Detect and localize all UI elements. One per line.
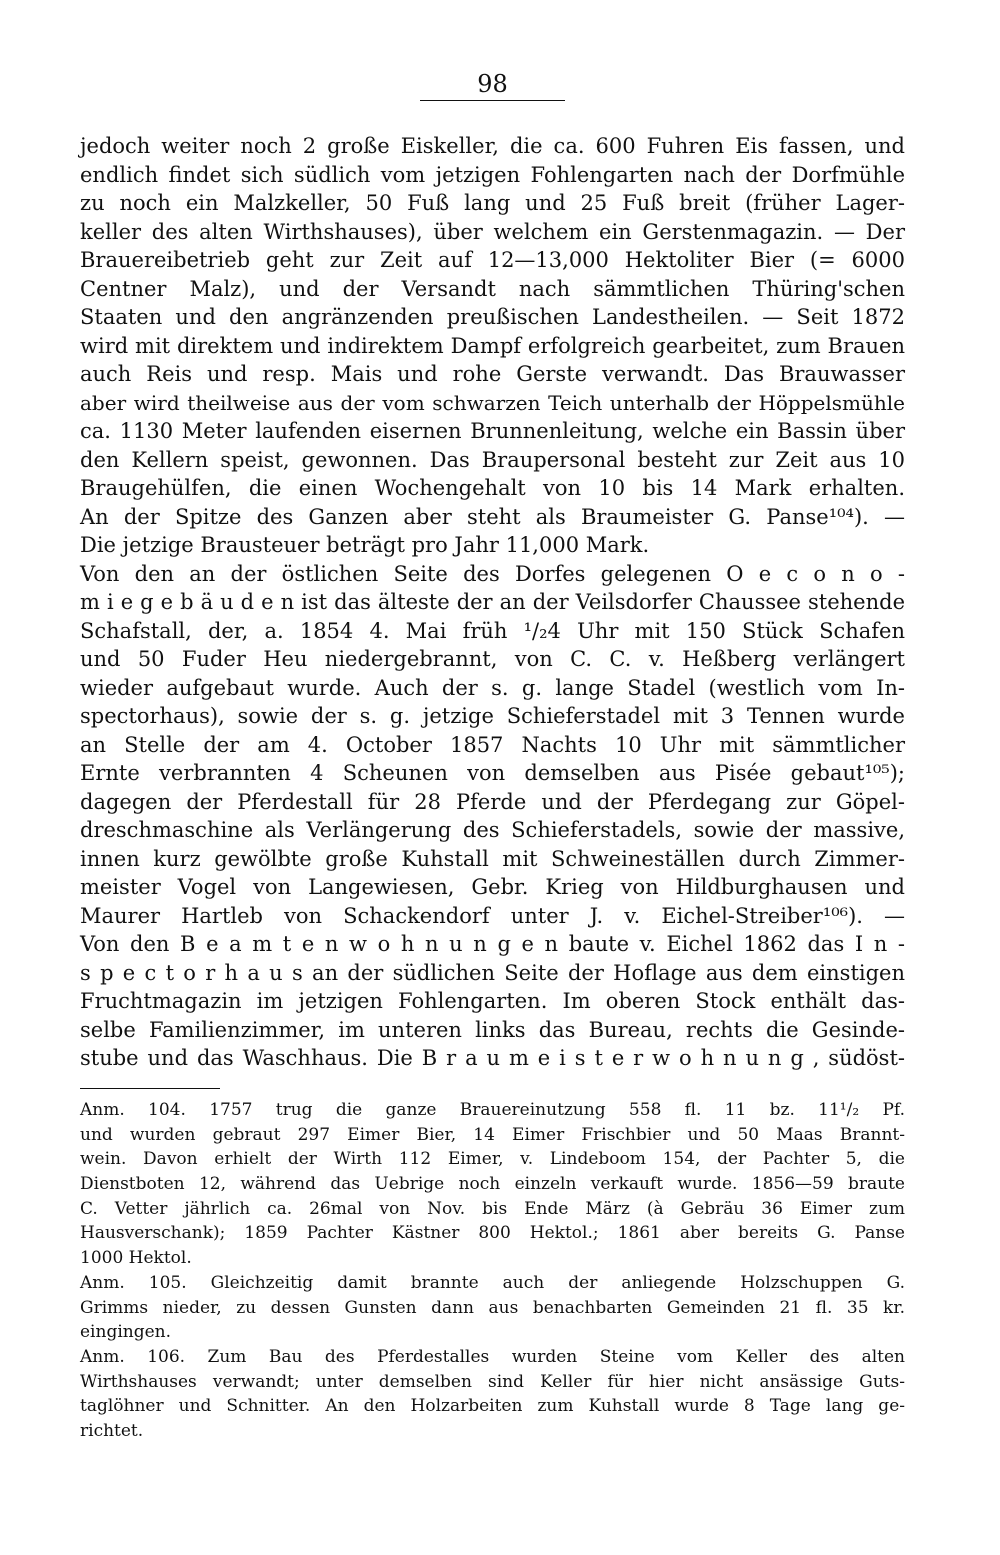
text-line: An der Spitze des Ganzen aber steht als Braumeister G. Panse¹⁰⁴). — [80,504,905,529]
footnote-line: 1000 Hektol. [80,1248,192,1269]
text-line: und 50 Fuder Heu niedergebrannt, von C. C. v. Heßberg verlängert [80,647,905,671]
text-line: wieder aufgebaut wurde. Auch der s. g. lange Stadel (westlich vom In- [80,675,905,700]
text-line: auch Reis und resp. Mais und rohe Gerste verwandt. Das Brauwasser [80,362,905,386]
text-line: wird mit direktem und indirektem Dampf erfolgreich gearbeitet, zum Brauen [80,333,905,358]
text-line: Fruchtmagazin im jetzigen Fohlengarten. Im oberen Stock enthält das- [80,989,905,1013]
footnote-line: wein. Davon erhielt der Wirth 112 Eimer, v. Lindeboom 154, der Pachter 5, die [80,1149,905,1170]
footnote-line: Anm. 105. Gleichzeitig damit brannte auch der anliegende Holzschuppen G. [80,1272,905,1293]
text-line: innen kurz gewölbte große Kuhstall mit Schweineställen durch Zimmer- [80,846,905,871]
footnote-line: Grimms nieder, zu dessen Gunsten dann aus benachbarten Gemeinden 21 fl. 35 kr. [80,1297,905,1318]
text-line: keller des alten Wirthshauses), über welchem ein Gerstenmagazin. — Der [80,219,905,244]
text-line: Brauereibetrieb geht zur Zeit auf 12—13,000 Hektoliter Bier (= 6000 [80,248,905,272]
footnote-line: Hausverschank); 1859 Pachter Kästner 800 Hektol.; 1861 aber bereits G. Panse [80,1223,905,1244]
main-text [80,132,905,1073]
text-line: jedoch weiter noch 2 große Eiskeller, die ca. 600 Fuhren Eis fassen, und [80,134,905,158]
text-line: Von den B e a m t e n w o h n u n g e n baute v. Eichel 1862 das I n - [80,932,905,956]
text-line: Maurer Hartleb von Schackendorf unter J. v. Eichel-Streiber¹⁰⁶). — [80,903,905,928]
text-line: aber wird theilweise aus der vom schwarzen Teich unterhalb der Höppelsmühle [80,390,905,415]
page-number-rule [420,100,565,101]
text-line: endlich findet sich südlich vom jetzigen Fohlengarten nach der Dorfmühle [80,162,905,187]
text-line: dagegen der Pferdestall für 28 Pferde und der Pferdegang zur Göpel- [80,789,905,814]
text-line: zu noch ein Malzkeller, 50 Fuß lang und 25 Fuß breit (früher Lager- [80,191,905,215]
text-line: m i e g e b ä u d e n ist das älteste der an der Veilsdorfer Chaussee stehende [80,590,905,614]
text-line: Von den an der östlichen Seite des Dorfes gelegenen O e c o n o - [80,561,905,586]
text-line: stube und das Waschhaus. Die B r a u m e i s t e r w o h n u n g , südöst- [80,1046,905,1070]
text-line: selbe Familienzimmer, im unteren links das Bureau, rechts die Gesinde- [80,1017,905,1042]
text-line: Centner Malz), und der Versandt nach sämmtlichen Thüring'schen [80,276,905,301]
footnote-line: Wirthshauses verwandt; unter demselben sind Keller für hier nicht ansässige Guts- [80,1371,905,1392]
footnote-line: Anm. 104. 1757 trug die ganze Brauereinutzung 558 fl. 11 bz. 11¹/₂ Pf. [80,1100,905,1120]
text-line: an Stelle der am 4. October 1857 Nachts 10 Uhr mit sämmtlicher [80,732,905,757]
footnote-line: Anm. 106. Zum Bau des Pferdestalles wurden Steine vom Keller des alten [80,1346,905,1367]
text-line: meister Vogel von Langewiesen, Gebr. Krieg von Hildburghausen und [80,875,905,899]
text-line: Staaten und den angränzenden preußischen Landestheilen. — Seit 1872 [80,305,905,329]
footnotes [80,1098,905,1444]
text-line: s p e c t o r h a u s an der südlichen Seite der Hoflage aus dem einstigen [80,960,905,985]
text-line: den Kellern speist, gewonnen. Das Braupersonal besteht zur Zeit aus 10 [80,447,905,472]
text-line: spectorhaus), sowie der s. g. jetzige Schieferstadel mit 3 Tennen wurde [80,704,905,728]
footnote-divider [80,1088,220,1089]
document-page [80,0,905,1555]
text-line: ca. 1130 Meter laufenden eisernen Brunnenleitung, welche ein Bassin über [80,419,905,443]
text-line: dreschmaschine als Verlängerung des Schieferstadels, sowie der massive, [80,818,905,842]
footnote-line: eingingen. [80,1322,172,1343]
footnote-line: Dienstboten 12, während das Uebrige noch einzeln verkauft wurde. 1856—59 braute [80,1174,905,1195]
footnote-line: C. Vetter jährlich ca. 26mal von Nov. bis Ende März (à Gebräu 36 Eimer zum [80,1198,905,1219]
page-number: 98 [477,70,508,98]
footnote-line: richtet. [80,1420,144,1441]
text-line: Schafstall, der, a. 1854 4. Mai früh ¹/₂4 Uhr mit 150 Stück Schafen [80,618,905,643]
text-line: Braugehülfen, die einen Wochengehalt von 10 bis 14 Mark erhalten. [80,476,905,500]
text-line: Die jetzige Brausteuer beträgt pro Jahr 11,000 Mark. [80,533,650,557]
footnote-line: taglöhner und Schnitter. An den Holzarbeiten zum Kuhstall wurde 8 Tage lang ge- [80,1396,905,1417]
footnote-line: und wurden gebraut 297 Eimer Bier, 14 Eimer Frischbier und 50 Maas Brannt- [80,1124,905,1145]
text-line: Ernte verbrannten 4 Scheunen von demselben aus Pisée gebaut¹⁰⁵); [80,761,905,785]
